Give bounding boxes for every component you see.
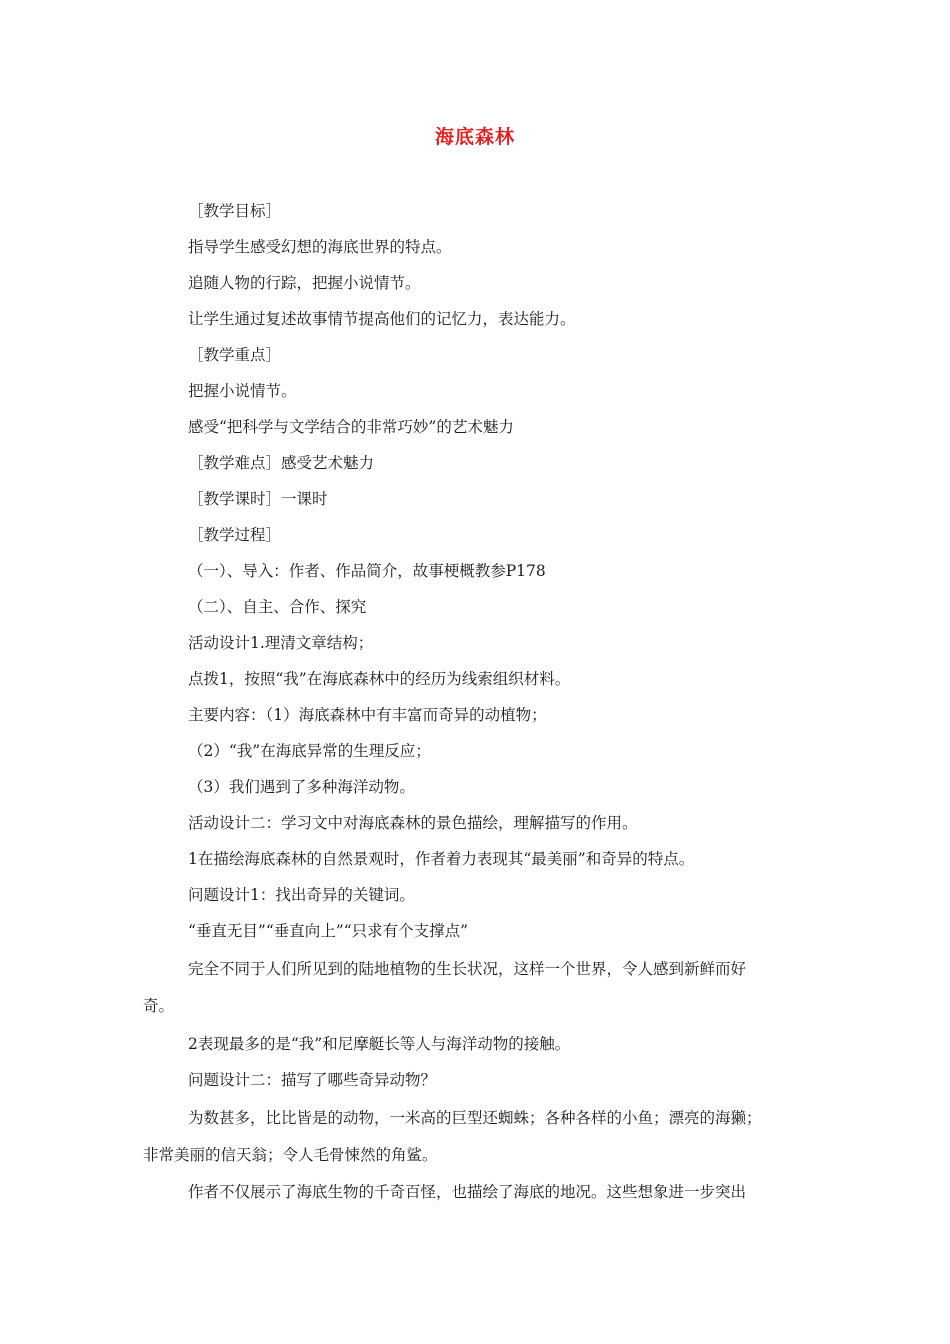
paragraph-line: 非常美丽的信天翁；令人毛骨悚然的角鲨。 xyxy=(143,1146,438,1164)
paragraph-line: 活动设计1.理清文章结构； xyxy=(188,634,374,652)
section-heading-periods: ［教学课时］一课时 xyxy=(188,490,328,508)
paragraph-line: 2表现最多的是“我”和尼摩艇长等人与海洋动物的接触。 xyxy=(188,1035,571,1053)
paragraph-line: 问题设计二：描写了哪些奇异动物？ xyxy=(188,1071,437,1089)
section-heading-key-points: ［教学重点］ xyxy=(188,346,282,364)
document-title: 海底森林 xyxy=(434,126,515,148)
paragraph-line: “垂直无目”“垂直向上”“只求有个支撑点” xyxy=(188,922,469,940)
section-heading-difficulty: ［教学难点］感受艺术魅力 xyxy=(188,454,375,472)
paragraph-line: 点拨1，按照“我”在海底森林中的经历为线索组织材料。 xyxy=(188,670,571,688)
paragraph-line: 追随人物的行踪，把握小说情节。 xyxy=(188,274,421,292)
paragraph-line: 把握小说情节。 xyxy=(188,382,297,400)
section-heading-objectives: ［教学目标］ xyxy=(188,202,282,220)
paragraph-line: （3）我们遇到了多种海洋动物。 xyxy=(188,778,415,796)
paragraph-line: （2）“我”在海底异常的生理反应； xyxy=(188,742,431,760)
paragraph-line: （二）、自主、合作、探究 xyxy=(188,598,367,616)
paragraph-line: 让学生通过复述故事情节提高他们的记忆力，表达能力。 xyxy=(188,310,576,328)
paragraph-line: 为数甚多，比比皆是的动物，一米高的巨型还蜘蛛；各种各样的小鱼；漂亮的海獭； xyxy=(188,1109,762,1127)
paragraph-line: 1在描绘海底森林的自然景观时，作者着力表现其“最美丽”和奇异的特点。 xyxy=(188,850,695,868)
section-heading-process: ［教学过程］ xyxy=(188,526,282,544)
paragraph-line: 主要内容：（1）海底森林中有丰富而奇异的动植物； xyxy=(188,706,547,724)
paragraph-line: （一）、导入：作者、作品简介，故事梗概教参P178 xyxy=(188,562,546,580)
paragraph-line: 感受“把科学与文学结合的非常巧妙”的艺术魅力 xyxy=(188,418,514,436)
paragraph-line: 问题设计1：找出奇异的关键词。 xyxy=(188,886,415,904)
paragraph-line: 奇。 xyxy=(143,997,175,1015)
paragraph-line: 完全不同于人们所见到的陆地植物的生长状况，这样一个世界，令人感到新鲜而好 xyxy=(188,960,747,978)
paragraph-line: 指导学生感受幻想的海底世界的特点。 xyxy=(188,238,452,256)
paragraph-line: 活动设计二：学习文中对海底森林的景色描绘，理解描写的作用。 xyxy=(188,814,638,832)
paragraph-line: 作者不仅展示了海底生物的千奇百怪，也描绘了海底的地况。这些想象进一步突出 xyxy=(188,1183,747,1201)
